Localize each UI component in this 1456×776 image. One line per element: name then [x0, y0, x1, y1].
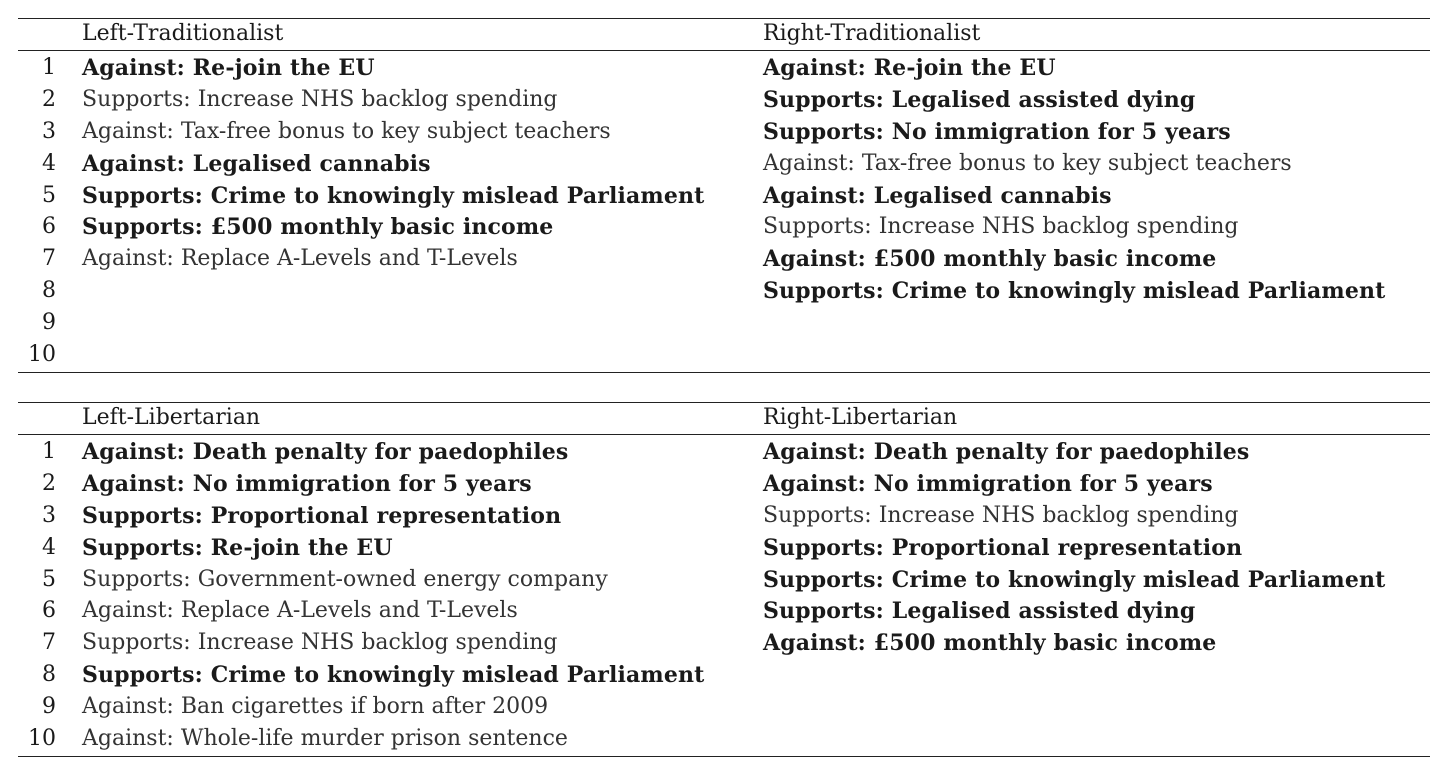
table-header	[18, 403, 1430, 434]
row-number: 10	[28, 342, 56, 368]
row-number: 7	[42, 630, 56, 656]
table-row	[18, 691, 1430, 723]
right-cell: Supports: No immigration for 5 years	[763, 118, 1231, 145]
left-cell: Against: Re-join the EU	[82, 55, 375, 81]
right-cell: Against: Re-join the EU	[763, 55, 1056, 81]
row-number: 5	[42, 182, 56, 208]
right-cell: Supports: Legalised assisted dying	[763, 86, 1196, 113]
table-row	[18, 627, 1430, 659]
table-body	[18, 51, 1430, 372]
table-header	[18, 19, 1430, 50]
table-row	[18, 595, 1430, 627]
table-row	[18, 468, 1430, 500]
table-libertarian	[18, 402, 1430, 757]
right-cell: Against: No immigration for 5 years	[763, 470, 1213, 497]
left-cell: Supports: Increase NHS backlog spending	[82, 630, 558, 656]
table-body	[18, 435, 1430, 756]
left-cell: Against: Death penalty for paedophiles	[82, 439, 569, 465]
left-cell: Against: Replace A-Levels and T-Levels	[82, 598, 518, 624]
table-row	[18, 500, 1430, 532]
right-cell: Against: Death penalty for paedophiles	[763, 439, 1250, 465]
header-left-traditionalist: Left-Traditionalist	[82, 21, 284, 46]
left-cell: Against: Ban cigarettes if born after 2009	[82, 694, 549, 720]
table-row	[18, 148, 1430, 180]
table-row	[18, 532, 1430, 564]
left-cell: Supports: Crime to knowingly mislead Parliament	[82, 662, 705, 689]
right-cell: Supports: Crime to knowingly mislead Parliament	[763, 566, 1386, 593]
row-number: 8	[42, 278, 56, 304]
row-number: 2	[42, 470, 56, 496]
table-row	[18, 116, 1430, 148]
row-number: 2	[42, 86, 56, 112]
table-row	[18, 339, 1430, 371]
row-number: 9	[42, 694, 56, 720]
right-cell: Supports: Increase NHS backlog spending	[763, 214, 1239, 240]
right-cell: Against: £500 monthly basic income	[763, 630, 1217, 657]
left-cell: Supports: Re-join the EU	[82, 534, 393, 561]
row-number: 1	[42, 439, 56, 464]
bottom-rule	[18, 372, 1430, 373]
table-row	[18, 243, 1430, 275]
left-cell: Against: Whole-life murder prison sentence	[82, 726, 568, 752]
table-row	[18, 52, 1430, 84]
header-right-libertarian: Right-Libertarian	[763, 405, 958, 430]
row-number: 7	[42, 246, 56, 272]
table-row	[18, 84, 1430, 116]
right-cell: Against: Legalised cannabis	[763, 182, 1112, 209]
right-cell: Supports: Increase NHS backlog spending	[763, 502, 1239, 528]
row-number: 3	[42, 502, 56, 528]
row-number: 6	[42, 598, 56, 624]
left-cell: Supports: £500 monthly basic income	[82, 214, 554, 241]
table-row	[18, 564, 1430, 596]
header-right-traditionalist: Right-Traditionalist	[763, 21, 981, 46]
left-cell: Supports: Government-owned energy company	[82, 566, 608, 592]
right-cell: Supports: Proportional representation	[763, 534, 1243, 561]
table-row	[18, 436, 1430, 468]
table-row	[18, 723, 1430, 755]
left-cell: Against: No immigration for 5 years	[82, 470, 532, 497]
bottom-rule	[18, 756, 1430, 757]
row-number: 8	[42, 662, 56, 688]
table-row	[18, 180, 1430, 212]
left-cell: Against: Tax-free bonus to key subject teachers	[82, 118, 611, 144]
row-number: 4	[42, 150, 56, 176]
table-row	[18, 275, 1430, 307]
table-traditionalist	[18, 18, 1430, 373]
table-row	[18, 211, 1430, 243]
row-number: 5	[42, 566, 56, 592]
left-cell: Against: Legalised cannabis	[82, 150, 431, 177]
row-number: 9	[42, 310, 56, 336]
left-cell: Supports: Crime to knowingly mislead Parliament	[82, 182, 705, 209]
row-number: 10	[28, 726, 56, 752]
row-number: 4	[42, 534, 56, 560]
table-row	[18, 307, 1430, 339]
right-cell: Supports: Legalised assisted dying	[763, 598, 1196, 625]
row-number: 1	[42, 55, 56, 80]
header-left-libertarian: Left-Libertarian	[82, 405, 261, 430]
table-row	[18, 659, 1430, 691]
right-cell: Against: Tax-free bonus to key subject teachers	[763, 150, 1292, 176]
right-cell: Supports: Crime to knowingly mislead Parliament	[763, 278, 1386, 305]
row-number: 3	[42, 118, 56, 144]
left-cell: Against: Replace A-Levels and T-Levels	[82, 246, 518, 272]
left-cell: Supports: Increase NHS backlog spending	[82, 86, 558, 112]
right-cell: Against: £500 monthly basic income	[763, 246, 1217, 273]
row-number: 6	[42, 214, 56, 240]
left-cell: Supports: Proportional representation	[82, 502, 562, 529]
